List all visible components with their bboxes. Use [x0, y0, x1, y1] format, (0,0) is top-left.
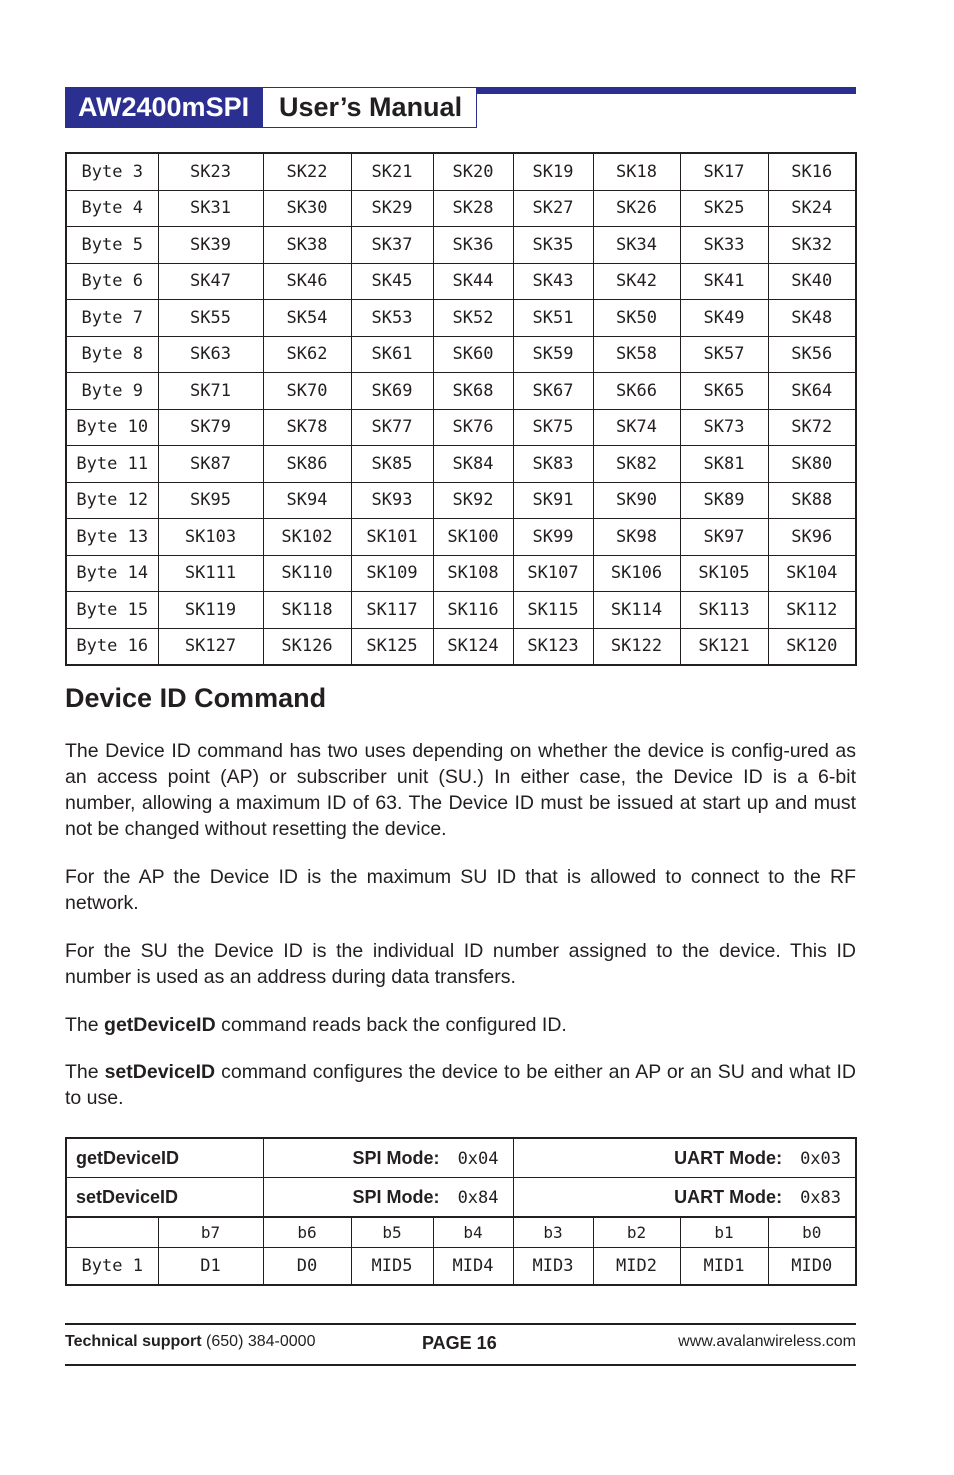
spi-label: SPI Mode: — [352, 1186, 440, 1207]
table-cell: SK117 — [351, 592, 433, 629]
uart-mode-get — [513, 1138, 856, 1178]
uart-label: UART Mode: — [674, 1186, 783, 1207]
spi-code: 0x84 — [457, 1187, 499, 1208]
uart-code: 0x03 — [800, 1148, 842, 1169]
page-number: PAGE 16 — [422, 1333, 497, 1353]
table-cell: SK36 — [433, 227, 513, 264]
table-cell: SK120 — [768, 628, 856, 665]
table-cell: MID0 — [768, 1248, 856, 1286]
table-row — [66, 300, 856, 337]
table-cell: SK27 — [513, 190, 593, 227]
table-cell: SK34 — [593, 227, 680, 264]
command-name-set: setDeviceID — [104, 1061, 216, 1083]
bit-header: b4 — [433, 1217, 513, 1248]
byte-label: Byte 14 — [66, 555, 158, 592]
table-row — [66, 153, 856, 190]
support-phone: (650) 384-0000 — [201, 1333, 316, 1350]
table-cell: SK114 — [593, 592, 680, 629]
byte-label: Byte 15 — [66, 592, 158, 629]
table-cell: SK64 — [768, 373, 856, 410]
table-cell: SK100 — [433, 519, 513, 556]
table-cell: SK95 — [158, 482, 263, 519]
byte-label: Byte 7 — [66, 300, 158, 337]
table-cell: SK28 — [433, 190, 513, 227]
page-footer — [65, 1333, 856, 1355]
table-cell: SK62 — [263, 336, 351, 373]
table-cell: SK16 — [768, 153, 856, 190]
table-cell: SK104 — [768, 555, 856, 592]
table-cell: SK20 — [433, 153, 513, 190]
uart-label: UART Mode: — [674, 1147, 783, 1168]
command-name-get: getDeviceID — [104, 1014, 216, 1036]
table-cell: SK56 — [768, 336, 856, 373]
table-row — [66, 373, 856, 410]
table-cell: SK99 — [513, 519, 593, 556]
table-cell: SK84 — [433, 446, 513, 483]
text: command configures the device to be either an AP or an SU and what ID to use. — [65, 1061, 856, 1109]
table-row — [66, 409, 856, 446]
table-cell: SK106 — [593, 555, 680, 592]
table-cell: MID3 — [513, 1248, 593, 1286]
text: The — [65, 1014, 105, 1036]
table-cell: SK68 — [433, 373, 513, 410]
table-cell: MID1 — [680, 1248, 768, 1286]
table-cell: SK23 — [158, 153, 263, 190]
section-title: Device ID Command — [65, 683, 327, 713]
byte-label: Byte 5 — [66, 227, 158, 264]
table-cell: SK89 — [680, 482, 768, 519]
paragraph-get — [65, 1012, 856, 1038]
table-cell: SK32 — [768, 227, 856, 264]
table-cell: SK44 — [433, 263, 513, 300]
table-cell: SK66 — [593, 373, 680, 410]
table-cell: SK123 — [513, 628, 593, 665]
manual-title: User’s Manual — [263, 87, 477, 128]
table-cell: SK38 — [263, 227, 351, 264]
table-cell: SK24 — [768, 190, 856, 227]
support-info — [65, 1333, 315, 1351]
table-cell: SK77 — [351, 409, 433, 446]
byte1-row — [66, 1248, 856, 1286]
table-cell: SK96 — [768, 519, 856, 556]
table-cell: SK74 — [593, 409, 680, 446]
table-row-get — [66, 1138, 856, 1178]
table-cell: SK116 — [433, 592, 513, 629]
table-cell: SK93 — [351, 482, 433, 519]
table-cell: SK29 — [351, 190, 433, 227]
table-row — [66, 227, 856, 264]
table-cell: SK113 — [680, 592, 768, 629]
table-cell: SK109 — [351, 555, 433, 592]
command-get: getDeviceID — [66, 1138, 263, 1178]
table-cell: SK52 — [433, 300, 513, 337]
table-cell: SK43 — [513, 263, 593, 300]
table-cell: SK85 — [351, 446, 433, 483]
table-row — [66, 592, 856, 629]
byte-label: Byte 10 — [66, 409, 158, 446]
table-cell: SK55 — [158, 300, 263, 337]
device-id-command-table — [65, 1137, 857, 1286]
table-cell: SK81 — [680, 446, 768, 483]
header-rule — [477, 87, 856, 94]
uart-code: 0x83 — [800, 1187, 842, 1208]
table-cell: D1 — [158, 1248, 263, 1286]
paragraph-su: For the SU the Device ID is the individual ID number assigned to the device. This ID number is used as an address during data transfers. — [65, 940, 856, 988]
table-cell: SK73 — [680, 409, 768, 446]
table-row-set — [66, 1178, 856, 1218]
table-cell: SK119 — [158, 592, 263, 629]
table-cell: SK35 — [513, 227, 593, 264]
byte-label: Byte 13 — [66, 519, 158, 556]
uart-mode-set — [513, 1178, 856, 1218]
table-cell: SK22 — [263, 153, 351, 190]
table-cell: SK110 — [263, 555, 351, 592]
table-cell: SK126 — [263, 628, 351, 665]
table-cell: SK30 — [263, 190, 351, 227]
table-cell: SK53 — [351, 300, 433, 337]
bit-header: b0 — [768, 1217, 856, 1248]
table-cell: SK71 — [158, 373, 263, 410]
table-cell: SK67 — [513, 373, 593, 410]
table-cell: SK94 — [263, 482, 351, 519]
table-cell: SK72 — [768, 409, 856, 446]
table-row — [66, 519, 856, 556]
table-cell: Byte 1 — [66, 1248, 158, 1286]
table-cell: D0 — [263, 1248, 351, 1286]
byte-label: Byte 4 — [66, 190, 158, 227]
table-row — [66, 628, 856, 665]
table-cell: SK57 — [680, 336, 768, 373]
product-name: AW2400mSPI — [65, 87, 263, 128]
table-cell: SK125 — [351, 628, 433, 665]
footer-rule-bottom — [65, 1364, 856, 1366]
spi-mode-get — [263, 1138, 513, 1178]
bit-header: b1 — [680, 1217, 768, 1248]
table-cell: SK21 — [351, 153, 433, 190]
spi-code: 0x04 — [457, 1148, 499, 1169]
table-cell: SK41 — [680, 263, 768, 300]
bit-header — [66, 1217, 158, 1248]
text: command reads back the configured ID. — [215, 1014, 567, 1036]
bit-header: b3 — [513, 1217, 593, 1248]
table-cell: SK82 — [593, 446, 680, 483]
byte-label: Byte 8 — [66, 336, 158, 373]
table-cell: SK46 — [263, 263, 351, 300]
table-cell: SK121 — [680, 628, 768, 665]
table-cell: SK61 — [351, 336, 433, 373]
table-cell: SK92 — [433, 482, 513, 519]
byte-label: Byte 12 — [66, 482, 158, 519]
table-row — [66, 336, 856, 373]
table-cell: MID2 — [593, 1248, 680, 1286]
byte-label: Byte 6 — [66, 263, 158, 300]
table-cell: SK102 — [263, 519, 351, 556]
table-cell: MID4 — [433, 1248, 513, 1286]
table-cell: SK58 — [593, 336, 680, 373]
table-cell: SK112 — [768, 592, 856, 629]
bit-header: b7 — [158, 1217, 263, 1248]
bit-header: b6 — [263, 1217, 351, 1248]
bit-header: b5 — [351, 1217, 433, 1248]
table-cell: SK97 — [680, 519, 768, 556]
table-cell: SK107 — [513, 555, 593, 592]
support-label: Technical support — [65, 1333, 202, 1350]
byte-label: Byte 3 — [66, 153, 158, 190]
table-cell: MID5 — [351, 1248, 433, 1286]
table-cell: SK17 — [680, 153, 768, 190]
bit-header: b2 — [593, 1217, 680, 1248]
table-cell: SK50 — [593, 300, 680, 337]
table-cell: SK118 — [263, 592, 351, 629]
table-cell: SK31 — [158, 190, 263, 227]
table-cell: SK47 — [158, 263, 263, 300]
table-cell: SK19 — [513, 153, 593, 190]
table-cell: SK103 — [158, 519, 263, 556]
table-cell: SK18 — [593, 153, 680, 190]
table-cell: SK75 — [513, 409, 593, 446]
table-cell: SK26 — [593, 190, 680, 227]
table-cell: SK111 — [158, 555, 263, 592]
table-cell: SK76 — [433, 409, 513, 446]
table-cell: SK54 — [263, 300, 351, 337]
table-cell: SK40 — [768, 263, 856, 300]
website-link: www.avalanwireless.com — [678, 1333, 856, 1350]
table-cell: SK98 — [593, 519, 680, 556]
table-cell: SK79 — [158, 409, 263, 446]
command-set: setDeviceID — [66, 1178, 263, 1218]
table-row — [66, 555, 856, 592]
table-cell: SK63 — [158, 336, 263, 373]
table-row — [66, 190, 856, 227]
table-cell: SK122 — [593, 628, 680, 665]
table-cell: SK108 — [433, 555, 513, 592]
table-row — [66, 482, 856, 519]
bit-header-row — [66, 1217, 856, 1248]
text: The — [65, 1061, 105, 1083]
paragraph-ap: For the AP the Device ID is the maximum SU ID that is allowed to connect to the RF network. — [65, 866, 856, 914]
table-cell: SK90 — [593, 482, 680, 519]
table-cell: SK115 — [513, 592, 593, 629]
table-cell: SK25 — [680, 190, 768, 227]
page-header — [65, 87, 856, 128]
spi-mode-set — [263, 1178, 513, 1218]
table-cell: SK78 — [263, 409, 351, 446]
paragraph-set — [65, 1059, 856, 1111]
table-cell: SK48 — [768, 300, 856, 337]
table-cell: SK70 — [263, 373, 351, 410]
table-cell: SK60 — [433, 336, 513, 373]
table-cell: SK87 — [158, 446, 263, 483]
table-row — [66, 446, 856, 483]
table-cell: SK127 — [158, 628, 263, 665]
table-cell: SK39 — [158, 227, 263, 264]
byte-label: Byte 9 — [66, 373, 158, 410]
table-cell: SK101 — [351, 519, 433, 556]
spi-label: SPI Mode: — [352, 1147, 440, 1168]
byte-label: Byte 11 — [66, 446, 158, 483]
table-cell: SK69 — [351, 373, 433, 410]
table-cell: SK51 — [513, 300, 593, 337]
table-cell: SK91 — [513, 482, 593, 519]
table-cell: SK86 — [263, 446, 351, 483]
key-mapping-table — [65, 152, 857, 666]
table-cell: SK124 — [433, 628, 513, 665]
table-cell: SK65 — [680, 373, 768, 410]
table-cell: SK45 — [351, 263, 433, 300]
table-row — [66, 263, 856, 300]
table-cell: SK37 — [351, 227, 433, 264]
table-cell: SK105 — [680, 555, 768, 592]
table-cell: SK88 — [768, 482, 856, 519]
table-cell: SK59 — [513, 336, 593, 373]
table-cell: SK49 — [680, 300, 768, 337]
table-cell: SK42 — [593, 263, 680, 300]
table-cell: SK33 — [680, 227, 768, 264]
table-cell: SK83 — [513, 446, 593, 483]
byte-label: Byte 16 — [66, 628, 158, 665]
table-cell: SK80 — [768, 446, 856, 483]
paragraph-intro: The Device ID command has two uses depending on whether the device is config-ured as an access point (AP) or subscriber unit (SU.) In either case, the Device ID is a 6-bit number, allowing a maximum ID of 63. The Device ID must be issued at start up and must not be changed without resetting the device. — [65, 740, 856, 840]
footer-rule-top — [65, 1323, 856, 1325]
